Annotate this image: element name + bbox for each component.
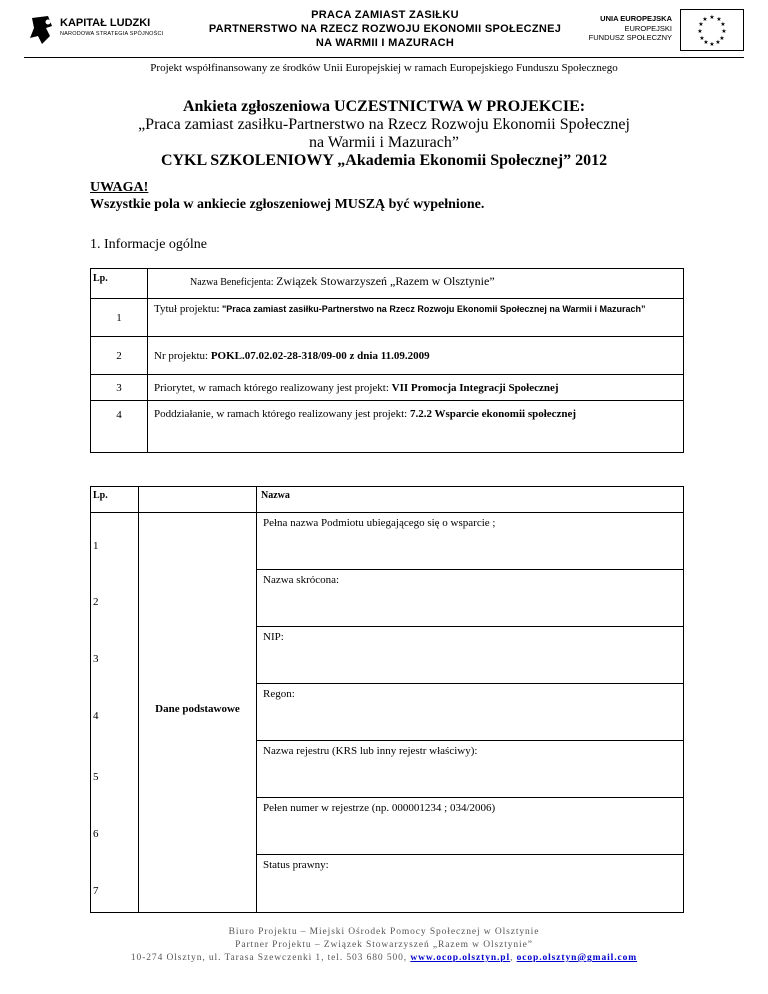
footer-line1: Biuro Projektu – Miejski Ośrodek Pomocy Społecznej w Olsztynie: [228, 927, 540, 937]
row-number: 5: [91, 741, 139, 798]
footer-separator: ,: [510, 953, 517, 963]
full-name-label: Pełna nazwa Podmiotu ubiegającego się o wsparcie ;: [263, 517, 496, 529]
legal-status-field[interactable]: [257, 855, 684, 913]
beneficiary-cell: [148, 269, 684, 299]
project-header-line3: NA WARMII I MAZURACH: [315, 37, 455, 49]
priority-label: Priorytet, w ramach którego realizowany jest projekt:: [154, 381, 392, 394]
title-line3: na Warmii i Mazurach”: [309, 134, 459, 151]
title-line4: CYKL SZKOLENIOWY „Akademia Ekonomii Społecznej” 2012: [160, 152, 608, 169]
general-info-table: [90, 268, 684, 453]
row-number: 6: [91, 798, 139, 855]
table-row: [91, 299, 684, 337]
eu-line3: FUNDUSZ SPOŁECZNY: [588, 33, 672, 42]
form-title: [60, 98, 708, 170]
nip-field[interactable]: [257, 627, 684, 684]
table-row: [91, 337, 684, 375]
project-number-cell: [148, 337, 684, 375]
table-row: [91, 375, 684, 401]
regon-label: Regon:: [263, 688, 295, 700]
title-line2: „Praca zamiast zasiłku-Partnerstwo na Rzecz Rozwoju Ekonomii Społecznej: [138, 116, 630, 133]
cofinancing-note: Projekt współfinansowany ze środków Unii Europejskiej w ramach Europejskiego Funduszu Społecznego: [150, 62, 618, 74]
eu-line2: EUROPEJSKI: [624, 23, 672, 33]
project-header: [190, 8, 580, 50]
footer-address: 10-274 Olsztyn, ul. Tarasa Szewczenki 1, tel. 503 680 500,: [130, 953, 411, 963]
svg-text:★: ★: [702, 16, 708, 23]
register-number-field[interactable]: [257, 798, 684, 855]
project-number-value: POKL.07.02.02-28-318/09-00 z dnia 11.09.2009: [210, 349, 430, 362]
eu-flag-icon: [680, 9, 744, 51]
full-name-field[interactable]: [257, 513, 684, 570]
project-title-value: : "Praca zamiast zasiłku-Partnerstwo na Rzecz Rozwoju Ekonomii Społecznej na Warmii i Mazurach”: [216, 304, 646, 314]
legal-status-label: Status prawny:: [263, 859, 329, 871]
beneficiary-label: Nazwa Beneficjenta:: [190, 277, 277, 288]
row-number: 1: [91, 299, 148, 337]
project-header-line1: PRACA ZAMIAST ZASIŁKU: [311, 9, 459, 21]
row-number: 7: [91, 855, 139, 913]
project-title-cell: [148, 299, 684, 337]
svg-text:★: ★: [721, 28, 727, 35]
row-number: 2: [91, 337, 148, 375]
short-name-field[interactable]: [257, 570, 684, 627]
svg-text:★: ★: [709, 14, 715, 21]
svg-text:★: ★: [697, 28, 703, 35]
subaction-label: Poddziałanie, w ramach którego realizowany jest projekt:: [154, 408, 410, 420]
priority-cell: [148, 375, 684, 401]
footer-line2: Partner Projektu – Związek Stowarzyszeń „Razem w Olsztynie”: [235, 940, 533, 950]
project-number-label: Nr projektu:: [154, 349, 211, 362]
regon-field[interactable]: [257, 684, 684, 741]
group-label-text: Dane podstawowe: [155, 702, 240, 715]
subaction-cell: [148, 401, 684, 453]
kapital-ludzki-logo: [24, 14, 58, 53]
priority-value: VII Promocja Integracji Społecznej: [391, 381, 559, 394]
svg-text:★: ★: [699, 35, 705, 42]
header-divider: [24, 57, 744, 58]
register-number-label: Pełen numer w rejestrze (np. 000001234 ; 034/2006): [263, 802, 496, 814]
table-row: [91, 513, 684, 570]
nip-label: NIP:: [263, 631, 284, 643]
row-number: 1: [91, 513, 139, 570]
footer: [24, 926, 744, 965]
register-name-label: Nazwa rejestru (KRS lub inny rejestr właściwy):: [263, 745, 478, 757]
notice-heading: UWAGA!: [90, 180, 149, 195]
svg-text:★: ★: [719, 35, 725, 42]
kapital-ludzki-logo-icon: [24, 14, 58, 48]
svg-text:★: ★: [698, 21, 704, 28]
row-number: 4: [91, 401, 148, 453]
project-title-label: Tytuł projektu: [154, 303, 217, 315]
eu-line1: UNIA EUROPEJSKA: [600, 14, 672, 23]
website-link[interactable]: www.ocop.olsztyn.pl: [410, 953, 511, 963]
row-number: 3: [91, 627, 139, 684]
notice: [90, 179, 484, 213]
row-number: 3: [91, 375, 148, 401]
row-number: 2: [91, 570, 139, 627]
basic-data-table: [90, 486, 684, 913]
kapital-ludzki-subtitle: NARODOWA STRATEGIA SPÓJNOŚCI: [60, 31, 164, 37]
title-line1: Ankieta zgłoszeniowa UCZESTNICTWA W PROJEKCIE:: [182, 98, 586, 115]
section1-heading: 1. Informacje ogólne: [90, 237, 208, 252]
table-row: [91, 269, 684, 299]
svg-text:★: ★: [715, 39, 721, 46]
project-header-line2: PARTNERSTWO NA RZECZ ROZWOJU EKONOMII SPOŁECZNEJ: [208, 23, 562, 35]
svg-text:★: ★: [720, 21, 726, 28]
eu-logo-text: [584, 14, 672, 43]
svg-text:★: ★: [709, 41, 715, 48]
svg-text:★: ★: [703, 39, 709, 46]
lp-header: Lp.: [91, 487, 139, 513]
subaction-value: 7.2.2 Wsparcie ekonomii społecznej: [409, 408, 577, 420]
short-name-label: Nazwa skrócona:: [263, 574, 340, 586]
name-header: Nazwa: [257, 487, 684, 513]
table-row: [91, 401, 684, 453]
notice-text: Wszystkie pola w ankiecie zgłoszeniowej MUSZĄ być wypełnione.: [90, 197, 485, 212]
table-row: [91, 487, 684, 513]
empty-header-cell: [139, 487, 257, 513]
footer-line3: [24, 952, 744, 965]
register-name-field[interactable]: [257, 741, 684, 798]
beneficiary-value: Związek Stowarzyszeń „Razem w Olsztynie”: [276, 274, 495, 288]
email-link[interactable]: ocop.olsztyn@gmail.com: [516, 953, 638, 963]
kapital-ludzki-title: KAPITAŁ LUDZKI: [60, 17, 151, 29]
row-number: 4: [91, 684, 139, 741]
group-label: [139, 513, 257, 913]
svg-text:★: ★: [716, 16, 722, 23]
lp-header: Lp.: [91, 269, 148, 299]
